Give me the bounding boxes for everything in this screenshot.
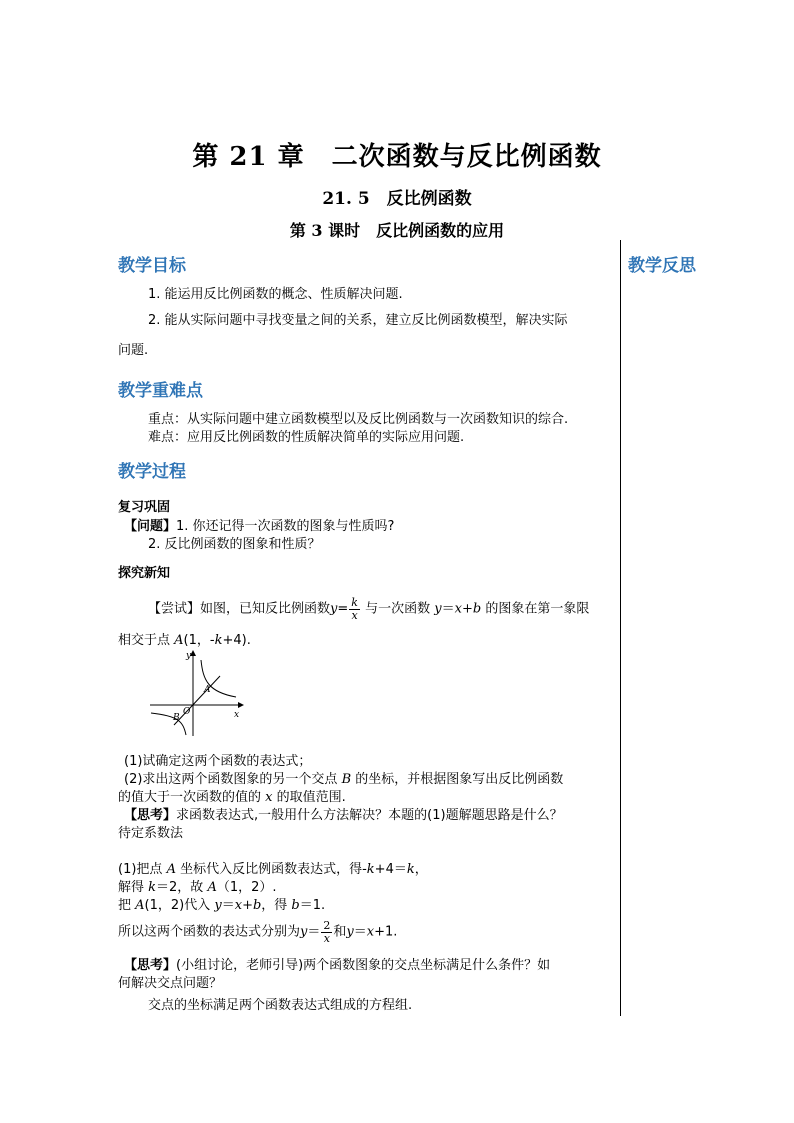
goal-item-2: 2. 能从实际问题中寻找变量之间的关系，建立反比例函数模型，解决实际 [148,313,568,328]
origin-label: O [183,707,191,717]
goals-heading: 教学目标 [118,256,186,276]
try-line2-c: +4). [222,633,251,648]
sol4-and: 和 [333,924,347,940]
review-question-1 [124,519,394,535]
sub2-line2-b: 的取值范围. [272,790,346,805]
fraction-denominator: x [351,608,358,622]
review-question-2: 2. 反比例函数的图象和性质？ [148,537,321,552]
column-divider [620,240,621,1016]
difficult-point [148,430,464,446]
fraction-numerator-2: 2 [323,919,331,932]
point-b-label: B [173,713,180,723]
key-label: 重点： [148,412,188,427]
sol1-k2: k [406,862,415,877]
k-variable: k [214,633,223,648]
sol2-c: （1，2）. [216,880,277,895]
point-a-label: A [204,685,211,695]
fraction-denominator-x: x [323,931,330,945]
sol4-eq2: ＝ [353,924,367,940]
key-point [148,412,568,428]
sol4-a: 所以这两个函数的表达式分别为 [118,924,301,940]
section-title: 21. 5 反比例函数 [322,189,472,209]
sol3-c: ＝ [221,898,235,913]
try-text-d: 的图象在第一象限 [485,601,590,617]
sol2-a: 解得 [118,880,149,895]
try-problem-line-1 [148,597,589,621]
process-heading: 教学过程 [118,462,186,482]
sol3-e: ＝1. [299,898,326,913]
review-heading: 复习巩固 [118,500,171,515]
sol4-y: y [300,924,308,940]
sub2-text-a: (2)求出这两个函数图象的另一个交点 [124,772,342,787]
sub2-text-c: 的坐标，并根据图象写出反比例函数 [351,772,564,787]
sol3-b: (1，2)代入 [144,898,215,913]
chapter-title: 第 21 章 二次函数与反比例函数 [192,142,602,172]
question-label: 【问题】 [124,519,177,534]
try-text-b: 与一次函数 [365,601,431,617]
point-b: B [341,772,352,787]
fraction-2-over-x [321,920,332,944]
sol1-a: (1)把点 [118,862,167,877]
solution-line-2 [118,880,277,896]
sub-question-2-continued [118,790,346,806]
sub2-line2-a: 的值大于一次函数的值的 [118,790,266,805]
sol4-y2: y [346,924,354,940]
sol3-point-a: A [135,898,145,913]
goal-item-2-continued: 问题. [118,343,149,358]
sol4-eq: ＝ [307,924,321,940]
sol2-k: k [148,880,157,895]
think-2-continued: 何解决交点问题？ [118,976,223,991]
sol3-d: ，得 [261,898,292,913]
think-2-answer: 交点的坐标满足两个函数表达式组成的方程组. [148,998,413,1013]
sol1-point-a: A [166,862,176,877]
sol1-d: ， [414,862,428,877]
try-text: 如图，已知反比例函数 [200,601,331,617]
sol4-x: x [366,924,375,940]
try-equals-2: ＝ [441,601,455,617]
linear-function-line [174,676,220,725]
fraction-k-over-x [349,597,360,621]
keypoints-heading: 教学重难点 [118,381,203,401]
try-line2-a: 相交于点 [118,633,171,648]
sub-question-2 [124,772,563,788]
think-2-text: (小组讨论，老师引导)两个函数图象的交点坐标满足什么条件？如 [176,958,551,973]
try-line2-b: (1，- [183,633,215,648]
difficulty-text: 应用反比例函数的性质解决简单的实际应用问题. [187,430,465,445]
try-x-plus-b: x+b [454,601,482,617]
key-text: 从实际问题中建立函数模型以及反比例函数与一次函数知识的综合. [187,412,569,427]
try-label: 【尝试】 [148,601,201,617]
sol1-b: 坐标代入反比例函数表达式，得- [175,862,367,877]
sol3-b-variable: b [291,898,300,913]
solution-line-4 [118,920,397,944]
think-2-label: 【思考】 [124,958,177,973]
think-1-answer: 待定系数法 [118,826,184,841]
x-axis-label: x [234,710,240,720]
sol4-end: +1. [374,924,398,940]
try-equals: = [337,601,349,617]
sol1-c: +4＝ [374,862,407,877]
try-y-variable-2: y [434,601,442,617]
sub-question-1: (1)试确定这两个函数的表达式； [124,754,312,769]
point-a: A [174,633,184,648]
think-label: 【思考】 [124,808,177,823]
hyperbola-branch-third-quadrant [151,713,186,735]
think-1-text: 求函数表达式,一般用什么方法解决？本题的(1)题解题思路是什么？ [176,808,563,823]
sol3-a: 把 [118,898,136,913]
sol1-k: k [366,862,375,877]
think-question-1 [124,808,563,824]
x-axis-arrow [238,702,244,708]
y-axis-label: y [186,651,192,661]
solution-line-3 [118,898,325,914]
sol3-x-plus-b: x+b [234,898,262,913]
explore-heading: 探究新知 [118,566,171,581]
difficulty-label: 难点： [148,430,188,445]
fraction-numerator: k [351,596,358,609]
think-question-2 [124,958,550,974]
x-variable: x [265,790,273,805]
solution-line-1 [118,862,428,878]
lesson-title: 第 3 课时 反比例函数的应用 [289,221,505,240]
sol3-y: y [214,898,222,913]
try-y-variable: y [330,601,338,617]
function-graph-figure [146,646,246,738]
sol2-point-a: A [207,880,217,895]
goal-item-1: 1. 能运用反比例函数的概念、性质解决问题. [148,287,403,302]
question-1-text: 1. 你还记得一次函数的图象与性质吗? [176,519,395,534]
reflection-heading: 教学反思 [628,256,696,276]
sol2-b: ＝2，故 [156,880,208,895]
